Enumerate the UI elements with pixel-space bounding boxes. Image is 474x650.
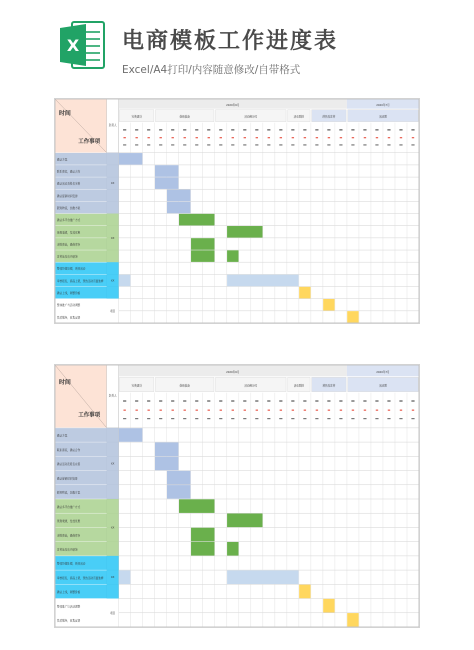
- weekday-name-mark: [279, 144, 282, 145]
- gantt-bar: [155, 177, 178, 189]
- gantt-bar: [227, 226, 262, 238]
- weekday-mark: [160, 137, 162, 138]
- task-label: 售后服务，收集反馈: [56, 619, 81, 623]
- weekday-mark: [364, 410, 366, 411]
- weekday-mark: [256, 410, 258, 411]
- date-mark: [291, 129, 294, 130]
- weekday-mark: [328, 410, 330, 411]
- gantt-bar: [155, 457, 178, 471]
- weekday-mark: [172, 137, 174, 138]
- gantt-bar: [191, 250, 214, 262]
- gantt-bar: [347, 311, 358, 323]
- task-label: 审核报名，商品上架，预热活动页面装修: [56, 279, 104, 283]
- date-mark: [255, 129, 258, 130]
- weekday-name-mark: [219, 144, 222, 145]
- gantt-bar: [155, 165, 178, 177]
- date-mark: [135, 400, 138, 401]
- date-mark: [303, 129, 306, 130]
- date-mark: [123, 400, 126, 401]
- weekday-name-mark: [135, 144, 138, 145]
- weekday-mark: [412, 410, 414, 411]
- owner-header-label: 负责人: [108, 394, 117, 398]
- date-mark: [231, 129, 234, 130]
- weekday-mark: [135, 137, 137, 138]
- phase-label: 预热及宣传: [322, 115, 336, 119]
- weekday-name-mark: [363, 418, 366, 419]
- date-mark: [171, 129, 174, 130]
- date-mark: [411, 129, 414, 130]
- date-mark: [291, 400, 294, 401]
- date-mark: [303, 400, 306, 401]
- date-mark: [183, 400, 186, 401]
- weekday-mark: [280, 137, 282, 138]
- date-mark: [267, 129, 270, 130]
- date-mark: [351, 129, 354, 130]
- weekday-name-mark: [159, 418, 162, 419]
- gantt-bar: [191, 528, 214, 542]
- task-label: 审核报名，商品上架，预热活动页面装修: [56, 576, 104, 580]
- date-mark: [411, 400, 414, 401]
- gantt-bar: [179, 499, 214, 513]
- weekday-mark: [244, 137, 246, 138]
- weekday-name-mark: [255, 144, 258, 145]
- weekday-mark: [232, 137, 234, 138]
- weekday-name-mark: [303, 418, 306, 419]
- date-mark: [327, 129, 330, 130]
- task-label: 确认方案: [56, 434, 68, 438]
- date-mark: [267, 400, 270, 401]
- date-mark: [135, 129, 138, 130]
- weekday-mark: [208, 410, 210, 411]
- date-mark: [339, 400, 342, 401]
- task-label: 策划渠道，发放优惠: [56, 231, 81, 235]
- sheet-preview-2: [54, 364, 420, 628]
- phase-label: 促销准备: [179, 384, 190, 388]
- task-group-owner: XX: [110, 526, 115, 530]
- weekday-name-mark: [231, 144, 234, 145]
- weekday-name-mark: [339, 418, 342, 419]
- month-label-1: 2020年6月: [226, 370, 240, 374]
- weekday-name-mark: [399, 418, 402, 419]
- weekday-name-mark: [147, 144, 150, 145]
- task-label: 整体协调处理，预热活动: [56, 562, 86, 566]
- weekday-mark: [376, 137, 378, 138]
- date-mark: [279, 129, 282, 130]
- task-label: 售后服务，收集反馈: [56, 316, 81, 320]
- weekday-mark: [352, 137, 354, 138]
- date-mark: [399, 400, 402, 401]
- gantt-bar: [227, 570, 298, 584]
- task-label: 联系商家，确认合作: [56, 170, 81, 174]
- date-mark: [171, 400, 174, 401]
- gantt-bar: [299, 585, 310, 599]
- owner-header-label: 负责人: [108, 123, 117, 127]
- corner-time-label: 时间: [58, 110, 71, 118]
- task-label: 整体协调处理，预热活动: [56, 267, 86, 271]
- date-mark: [255, 400, 258, 401]
- date-mark: [207, 400, 210, 401]
- page-subtitle: Excel/A4打印/内容随意修改/自带格式: [122, 64, 301, 76]
- date-mark: [399, 129, 402, 130]
- weekday-name-mark: [303, 144, 306, 145]
- weekday-mark: [280, 410, 282, 411]
- weekday-name-mark: [243, 144, 246, 145]
- weekday-name-mark: [267, 144, 270, 145]
- weekday-name-mark: [291, 418, 294, 419]
- weekday-name-mark: [195, 418, 198, 419]
- task-label: 整体推广与活动调整: [56, 605, 81, 609]
- page-title: 电商模板工作进度表: [122, 29, 339, 54]
- weekday-mark: [268, 410, 270, 411]
- phase-label: 活动倒计时: [244, 384, 258, 388]
- weekday-name-mark: [255, 418, 258, 419]
- weekday-name-mark: [219, 418, 222, 419]
- date-mark: [315, 400, 318, 401]
- task-group-owner: XX: [110, 236, 115, 240]
- task-label: 宣传品及店内装饰: [56, 548, 78, 552]
- weekday-name-mark: [411, 418, 414, 419]
- phase-label: 活动倒计时: [244, 115, 258, 119]
- weekday-mark: [232, 410, 234, 411]
- date-mark: [207, 129, 210, 130]
- date-mark: [375, 400, 378, 401]
- weekday-name-mark: [351, 144, 354, 145]
- date-mark: [387, 400, 390, 401]
- excel-logo-icon: [60, 20, 106, 70]
- weekday-name-mark: [159, 144, 162, 145]
- date-mark: [147, 129, 150, 130]
- gantt-bar: [119, 428, 142, 442]
- weekday-mark: [160, 410, 162, 411]
- weekday-name-mark: [171, 144, 174, 145]
- weekday-name-mark: [327, 144, 330, 145]
- weekday-mark: [123, 137, 125, 138]
- task-label: 确认活动及报名完善: [56, 463, 81, 467]
- gantt-bar: [179, 214, 214, 226]
- task-label: 策划渠道，发放优惠: [56, 520, 81, 524]
- gantt-bar: [155, 442, 178, 456]
- date-mark: [159, 129, 162, 130]
- weekday-name-mark: [363, 144, 366, 145]
- task-label: 确认方案: [56, 158, 68, 162]
- task-label: 确认多平台推广方式: [56, 219, 81, 223]
- weekday-name-mark: [375, 144, 378, 145]
- weekday-name-mark: [207, 144, 210, 145]
- phase-label: 完善建设: [131, 115, 142, 119]
- task-group-owner: XX: [110, 279, 115, 283]
- weekday-mark: [292, 410, 294, 411]
- phase-label: 活动期间: [293, 384, 305, 388]
- task-label: 确认上线，调整价格: [56, 591, 81, 595]
- weekday-mark: [352, 410, 354, 411]
- weekday-mark: [208, 137, 210, 138]
- weekday-mark: [147, 137, 149, 138]
- weekday-name-mark: [387, 144, 390, 145]
- month-label-2: 2020年7月: [376, 370, 390, 374]
- weekday-mark: [400, 137, 402, 138]
- weekday-mark: [340, 410, 342, 411]
- task-label: 跟进物流，加推方案: [56, 491, 81, 495]
- task-label: 采购商品，确保库存: [56, 534, 81, 538]
- gantt-bar: [191, 542, 214, 556]
- task-label: 整体推广与活动调整: [56, 304, 81, 308]
- weekday-name-mark: [183, 144, 186, 145]
- weekday-mark: [220, 410, 222, 411]
- weekday-mark: [147, 410, 149, 411]
- gantt-bar: [119, 275, 130, 287]
- weekday-name-mark: [315, 418, 318, 419]
- weekday-mark: [256, 137, 258, 138]
- phase-label: 活动期: [379, 115, 387, 119]
- date-mark: [243, 400, 246, 401]
- task-group-owner: XX: [110, 576, 115, 580]
- weekday-name-mark: [231, 418, 234, 419]
- corner-time-label: 时间: [58, 378, 71, 386]
- weekday-name-mark: [243, 418, 246, 419]
- date-mark: [279, 400, 282, 401]
- gantt-bar: [227, 542, 238, 556]
- weekday-mark: [388, 137, 390, 138]
- weekday-mark: [316, 410, 318, 411]
- date-mark: [183, 129, 186, 130]
- weekday-mark: [244, 410, 246, 411]
- task-group-owner: 项目: [110, 309, 116, 313]
- weekday-mark: [316, 137, 318, 138]
- gantt-bar: [347, 613, 358, 627]
- weekday-mark: [412, 137, 414, 138]
- weekday-name-mark: [207, 418, 210, 419]
- date-mark: [219, 129, 222, 130]
- weekday-mark: [304, 410, 306, 411]
- task-label: 确认上线，调整价格: [56, 292, 81, 296]
- weekday-mark: [184, 137, 186, 138]
- date-mark: [363, 129, 366, 130]
- gantt-bar: [323, 599, 334, 613]
- gantt-bar: [119, 570, 130, 584]
- gantt-bar: [227, 275, 298, 287]
- gantt-bar: [119, 153, 142, 165]
- weekday-mark: [123, 410, 125, 411]
- gantt-sheet-1: [55, 99, 419, 323]
- svg-text:X: X: [66, 36, 80, 55]
- date-mark: [387, 129, 390, 130]
- date-mark: [195, 129, 198, 130]
- weekday-name-mark: [327, 418, 330, 419]
- gantt-sheet-2: [55, 365, 419, 627]
- weekday-mark: [172, 410, 174, 411]
- weekday-mark: [220, 137, 222, 138]
- weekday-mark: [184, 410, 186, 411]
- gantt-bar: [227, 514, 262, 528]
- weekday-name-mark: [399, 144, 402, 145]
- date-mark: [123, 129, 126, 130]
- date-mark: [315, 129, 318, 130]
- weekday-name-mark: [267, 418, 270, 419]
- date-mark: [351, 400, 354, 401]
- date-mark: [147, 400, 150, 401]
- date-mark: [243, 129, 246, 130]
- gantt-bar: [167, 202, 190, 214]
- date-mark: [327, 400, 330, 401]
- weekday-name-mark: [123, 144, 126, 145]
- task-label: 宣传品及店内装饰: [56, 255, 78, 259]
- phase-label: 活动期间: [293, 115, 305, 119]
- task-group-owner: 项目: [110, 611, 116, 615]
- weekday-name-mark: [339, 144, 342, 145]
- weekday-mark: [268, 137, 270, 138]
- weekday-mark: [304, 137, 306, 138]
- weekday-name-mark: [279, 418, 282, 419]
- gantt-bar: [167, 190, 190, 202]
- date-mark: [195, 400, 198, 401]
- date-mark: [159, 400, 162, 401]
- weekday-mark: [364, 137, 366, 138]
- task-label: 确认促销时间安排: [56, 194, 78, 198]
- date-mark: [219, 400, 222, 401]
- month-label-2: 2020年7月: [376, 103, 390, 107]
- weekday-mark: [400, 410, 402, 411]
- date-mark: [339, 129, 342, 130]
- weekday-name-mark: [147, 418, 150, 419]
- weekday-name-mark: [135, 418, 138, 419]
- weekday-name-mark: [411, 144, 414, 145]
- task-label: 确认多平台推广方式: [56, 505, 81, 509]
- phase-label: 促销准备: [179, 115, 190, 119]
- weekday-name-mark: [183, 418, 186, 419]
- phase-label: 预热及宣传: [322, 384, 336, 388]
- task-label: 确认促销时间安排: [56, 477, 78, 481]
- weekday-mark: [196, 410, 198, 411]
- task-label: 联系商家，确认合作: [56, 448, 81, 452]
- gantt-bar: [323, 299, 334, 311]
- corner-task-label: 工作事项: [78, 412, 101, 419]
- task-label: 确认活动及报名完善: [56, 182, 81, 186]
- gantt-bar: [167, 485, 190, 499]
- gantt-bar: [299, 287, 310, 299]
- gantt-bar: [167, 471, 190, 485]
- weekday-name-mark: [123, 418, 126, 419]
- phase-label: 完善建设: [131, 384, 142, 388]
- date-mark: [363, 400, 366, 401]
- weekday-mark: [292, 137, 294, 138]
- weekday-name-mark: [171, 418, 174, 419]
- phase-label: 活动期: [379, 384, 387, 388]
- task-label: 采购商品，确保库存: [56, 243, 81, 247]
- task-group-owner: XX: [110, 182, 115, 186]
- weekday-mark: [376, 410, 378, 411]
- month-label-1: 2020年6月: [226, 103, 240, 107]
- date-mark: [375, 129, 378, 130]
- gantt-bar: [191, 238, 214, 250]
- weekday-mark: [340, 137, 342, 138]
- weekday-name-mark: [195, 144, 198, 145]
- weekday-mark: [328, 137, 330, 138]
- weekday-mark: [135, 410, 137, 411]
- weekday-mark: [388, 410, 390, 411]
- weekday-mark: [196, 137, 198, 138]
- corner-task-label: 工作事项: [78, 139, 101, 146]
- task-group-owner: XX: [110, 462, 115, 466]
- gantt-bar: [227, 250, 238, 262]
- date-mark: [231, 400, 234, 401]
- weekday-name-mark: [351, 418, 354, 419]
- weekday-name-mark: [375, 418, 378, 419]
- weekday-name-mark: [291, 144, 294, 145]
- task-label: 跟进物流，加推方案: [56, 206, 81, 210]
- weekday-name-mark: [387, 418, 390, 419]
- weekday-name-mark: [315, 144, 318, 145]
- sheet-preview-1: [54, 98, 420, 324]
